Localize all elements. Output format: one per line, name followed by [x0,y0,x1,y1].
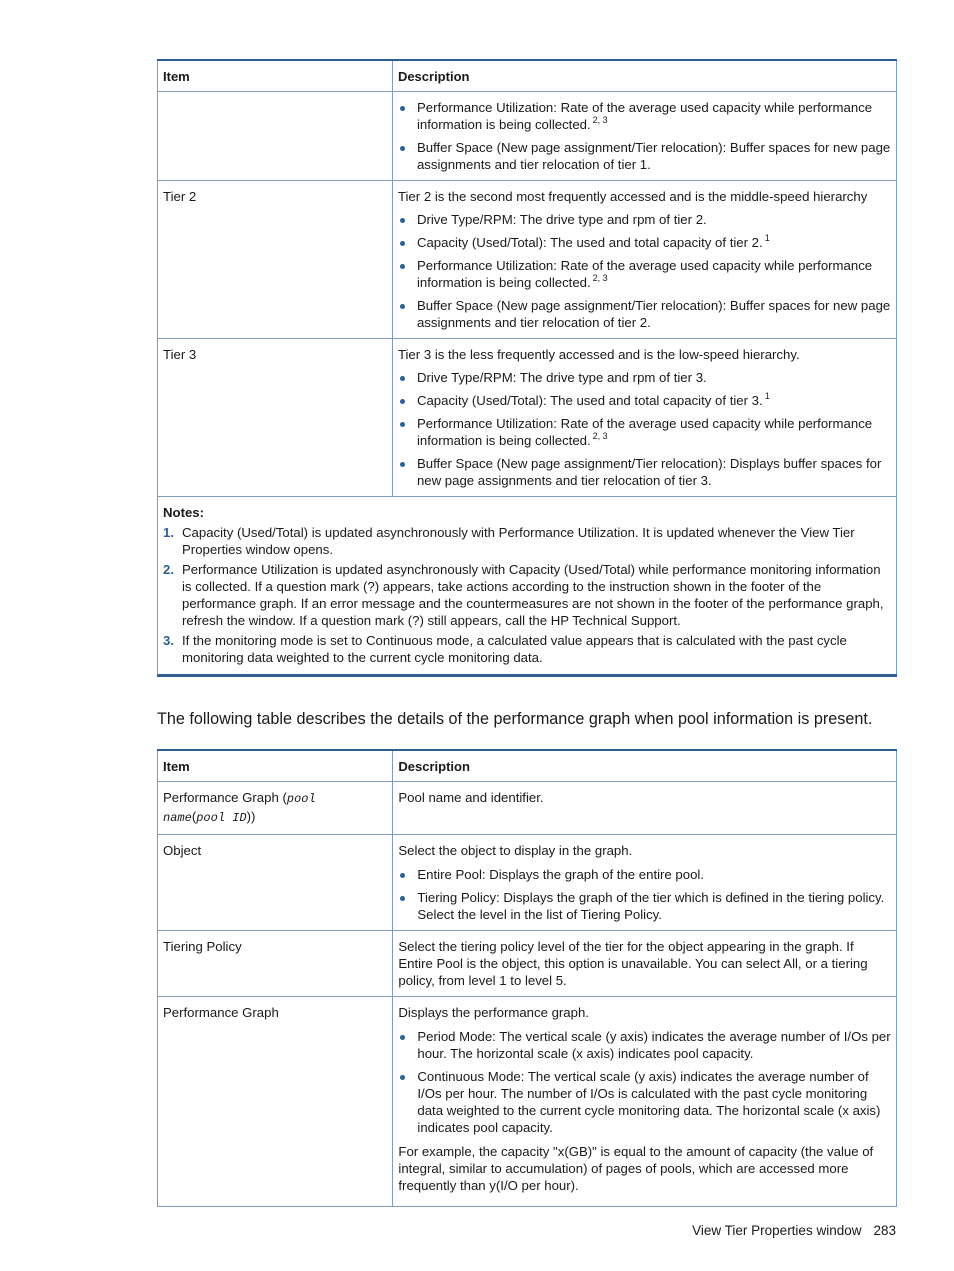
bullet-list [398,369,891,489]
item-cell: Tier 2 [158,181,393,339]
list-item [398,455,891,489]
bullet-icon [400,376,405,381]
item-code-pool: pool [286,792,316,806]
note-item [163,524,891,558]
item-paren: ( [191,809,197,824]
item-cell: Object [158,835,393,931]
body-paragraph: The following table describes the details of the performance graph when pool information is present. [157,710,873,728]
table-row [158,782,897,835]
column-header-item: Item [158,60,393,92]
item-code-pool-id: pool ID [196,811,247,825]
description-cell: Pool name and identifier. [393,782,897,835]
bullet-icon [400,304,405,309]
footnote-ref: 2, 3 [592,273,608,283]
description-cell [392,92,896,181]
bullet-icon [400,264,405,269]
description-cell [392,181,896,339]
bullet-text: Performance Utilization: Rate of the average used capacity while performance information is being collected. [416,258,873,290]
item-cell: Tier 3 [158,339,393,497]
bullet-list [398,1028,891,1136]
list-item [398,866,891,883]
list-item [398,1028,891,1062]
item-cell: Performance Graph [158,997,393,1207]
footnote-ref: 1 [764,391,770,401]
table-row [158,339,897,497]
bullet-text: Capacity (Used/Total): The used and total capacity of tier 3. [416,393,763,408]
bullet-icon [400,218,405,223]
description-intro: Tier 2 is the second most frequently accessed and is the middle-speed hierarchy [397,189,868,204]
table-header-row [158,60,897,92]
table-row [158,92,897,181]
column-header-description: Description [393,750,897,782]
item-code-name: name [163,811,192,825]
list-item [398,297,891,331]
description-intro: Tier 3 is the less frequently accessed and is the low-speed hierarchy. [397,347,800,362]
bullet-list [398,99,891,173]
bullet-icon [400,241,405,246]
table-row [158,181,897,339]
item-text: Performance Graph ( [163,790,287,805]
bullet-text: Buffer Space (New page assignment/Tier relocation): Displays buffer spaces for new page assignments and tier relocation of tier 3. [416,456,882,488]
bullet-icon [400,106,405,111]
note-text: Performance Utilization is updated asynchronously with Capacity (Used/Total) while performance monitoring information is collected. If a question mark (?) appears, take actions according to the instruction shown in the footer of the performance graph. If an error message and the countermeasures are not shown in the footer of the performance graph, refresh the window. If a question mark (?) still appears, call the HP Technical Support. [182,562,884,628]
bullet-icon [400,873,405,878]
list-item [398,211,891,228]
item-cell: Tiering Policy [158,931,393,997]
note-text: If the monitoring mode is set to Continuous mode, a calculated value appears that is calculated with the past cycle monitoring data weighted to the current cycle monitoring data. [182,633,847,665]
bullet-text: Capacity (Used/Total): The used and total capacity of tier 2. [416,235,763,250]
item-cell [158,782,393,835]
bullet-text: Performance Utilization: Rate of the average used capacity while performance information is being collected. [416,100,873,132]
list-item [398,234,891,251]
note-item [163,632,891,666]
item-cell [158,92,393,181]
note-item [163,561,891,629]
list-item [398,1068,891,1136]
bullet-icon [400,146,405,151]
description-cell [392,339,896,497]
list-item [398,99,891,133]
list-item [398,889,891,923]
bullet-icon [400,422,405,427]
footnote-ref: 2, 3 [592,431,608,441]
bullet-icon [400,462,405,467]
tier-properties-table [157,59,897,677]
bullet-icon [400,896,405,901]
table-row [158,835,897,931]
bullet-icon [400,1075,405,1080]
list-item [398,369,891,386]
bullet-list [398,211,891,331]
column-header-item: Item [158,750,393,782]
column-header-description: Description [392,60,896,92]
list-item [398,415,891,449]
bullet-text: Drive Type/RPM: The drive type and rpm of tier 2. [416,212,707,227]
bullet-icon [400,1035,405,1040]
description-intro: Displays the performance graph. [398,1005,589,1020]
bullet-list [398,866,891,923]
list-item [398,139,891,173]
page-footer [692,1223,896,1238]
bullet-icon [400,399,405,404]
footer-section-title: View Tier Properties window [692,1223,862,1238]
table-row [158,931,897,997]
bullet-text: Buffer Space (New page assignment/Tier relocation): Buffer spaces for new page assignments and tier relocation of tier 1. [416,140,891,172]
table-row [158,997,897,1207]
bullet-text: Continuous Mode: The vertical scale (y axis) indicates the average number of I/Os per hour. The number of I/Os is calculated with the past cycle monitoring data weighted to the current cycle monitoring data. The horizontal scale (x axis) indicates pool capacity. [417,1069,881,1135]
bullet-text: Tiering Policy: Displays the graph of the tier which is defined in the tiering policy. Select the level in the list of Tiering Policy. [417,890,885,922]
footnote-ref: 1 [764,233,770,243]
note-number: 3. [163,633,174,648]
notes-list [163,524,891,666]
bullet-text: Buffer Space (New page assignment/Tier relocation): Buffer spaces for new page assignments and tier relocation of tier 2. [416,298,891,330]
table-header-row [158,750,897,782]
list-item [398,392,891,409]
page-number: 283 [873,1223,896,1238]
description-outro: For example, the capacity "x(GB)" is equal to the amount of capacity (the value of integral, similar to accumulation) of pages of pools, which are accessed more frequently than y(I/O per hour). [398,1144,874,1193]
bullet-text: Drive Type/RPM: The drive type and rpm of tier 3. [416,370,707,385]
description-cell [393,997,897,1207]
notes-row [158,497,897,676]
description-intro: Select the object to display in the graph. [398,843,633,858]
note-text: Capacity (Used/Total) is updated asynchronously with Performance Utilization. It is updated whenever the View Tier Properties window opens. [182,525,855,557]
performance-graph-table [157,749,897,1207]
item-suffix: )) [246,809,256,824]
bullet-text: Performance Utilization: Rate of the average used capacity while performance information is being collected. [416,416,873,448]
note-number: 1. [163,525,174,540]
note-number: 2. [163,562,174,577]
description-cell [393,835,897,931]
footnote-ref: 2, 3 [592,115,608,125]
list-item [398,257,891,291]
notes-title: Notes: [163,505,205,520]
bullet-text: Period Mode: The vertical scale (y axis) indicates the average number of I/Os per hour. The horizontal scale (x axis) indicates pool capacity. [417,1029,891,1061]
notes-cell [158,497,897,676]
bullet-text: Entire Pool: Displays the graph of the entire pool. [417,867,705,882]
description-cell: Select the tiering policy level of the tier for the object appearing in the graph. If Entire Pool is the object, this option is unavailable. You can select All, or a tiering policy, from level 1 to level 5. [393,931,897,997]
